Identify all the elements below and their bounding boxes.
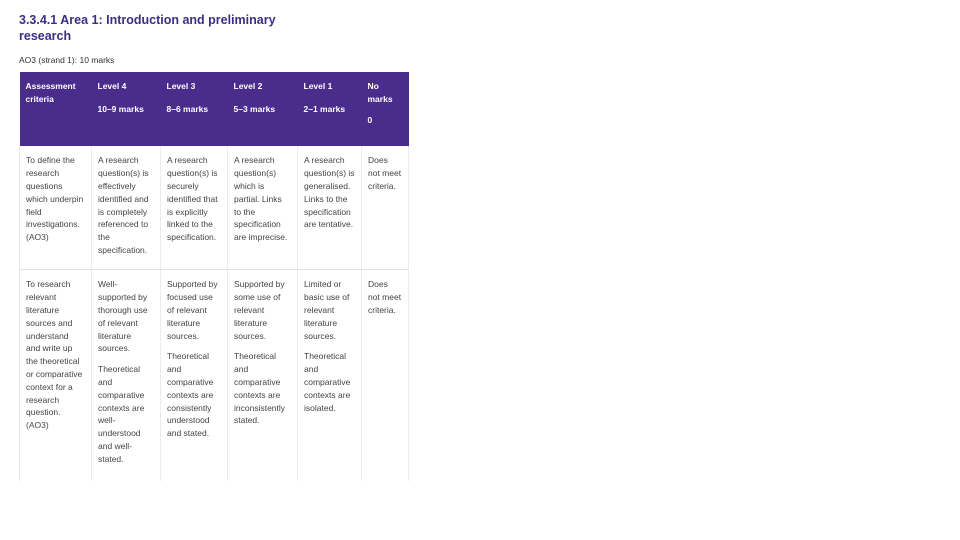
- cell-text: Does not meet criteria.: [368, 155, 402, 191]
- header-marks: 10–9 marks: [97, 103, 144, 114]
- cell-text: A research question(s) is securely identified that is explicitly linked to the specification.: [167, 155, 218, 243]
- header-criteria: [20, 72, 92, 146]
- cell-text: Theoretical and comparative contexts are consistently understood and stated.: [167, 351, 214, 439]
- header-marks: 5–3 marks: [233, 103, 276, 114]
- header-label: Level 3: [166, 81, 196, 91]
- header-marks: 2–1 marks: [303, 103, 346, 114]
- header-marks: 8–6 marks: [166, 103, 209, 114]
- header-label: No marks: [367, 81, 393, 104]
- page-title: 3.3.4.1 Area 1: Introduction and preliminary research: [19, 13, 276, 43]
- level-2-cell: [228, 146, 298, 270]
- table-row: [20, 146, 409, 270]
- level-1-cell: [298, 270, 362, 482]
- header-level-2: [228, 72, 298, 146]
- header-marks: 0: [367, 114, 373, 125]
- no-marks-cell: [362, 146, 409, 270]
- cell-text: Does not meet criteria.: [368, 279, 402, 315]
- header-level-3: [161, 72, 228, 146]
- level-3-cell: [161, 146, 228, 270]
- table-header-row: [20, 72, 409, 146]
- no-marks-cell: [362, 270, 409, 482]
- cell-text: Limited or basic use of relevant literature sources.: [304, 279, 350, 341]
- header-level-1: [298, 72, 362, 146]
- header-label: Assessment criteria: [25, 81, 76, 104]
- assessment-table: [19, 72, 409, 481]
- cell-text: A research question(s) is generalised. Links to the specification are tentative.: [304, 155, 355, 230]
- cell-text: Supported by some use of relevant literature sources.: [234, 279, 285, 341]
- cell-text: To research relevant literature sources and understand and write up the theoretical or comparative context for a research question. (AO3): [26, 279, 83, 431]
- level-3-cell: [161, 270, 228, 482]
- criteria-cell: [20, 146, 92, 270]
- cell-text: A research question(s) is effectively identified and is completely referenced to the specification.: [98, 155, 149, 255]
- level-1-cell: [298, 146, 362, 270]
- marks-subtitle: AO3 (strand 1): 10 marks: [19, 55, 115, 65]
- cell-text: To define the research questions which underpin field investigations. (AO3): [26, 155, 84, 243]
- header-no-marks: [362, 72, 409, 146]
- header-label: Level 4: [97, 81, 127, 91]
- cell-text: Theoretical and comparative contexts are isolated.: [304, 351, 351, 413]
- header-label: Level 2: [233, 81, 263, 91]
- document: [19, 12, 409, 481]
- header-level-4: [92, 72, 161, 146]
- cell-text: Theoretical and comparative contexts are inconsistently stated.: [234, 351, 286, 426]
- cell-text: Well-supported by thorough use of relevant literature sources.: [98, 279, 148, 354]
- criteria-cell: [20, 270, 92, 482]
- table-row: [20, 270, 409, 482]
- cell-text: A research question(s) which is partial. Links to the specification are imprecise.: [234, 155, 288, 243]
- header-label: Level 1: [303, 81, 333, 91]
- cell-text: Supported by focused use of relevant literature sources.: [167, 279, 218, 341]
- cell-text: Theoretical and comparative contexts are well-understood and well-stated.: [98, 364, 145, 464]
- level-4-cell: [92, 146, 161, 270]
- level-4-cell: [92, 270, 161, 482]
- level-2-cell: [228, 270, 298, 482]
